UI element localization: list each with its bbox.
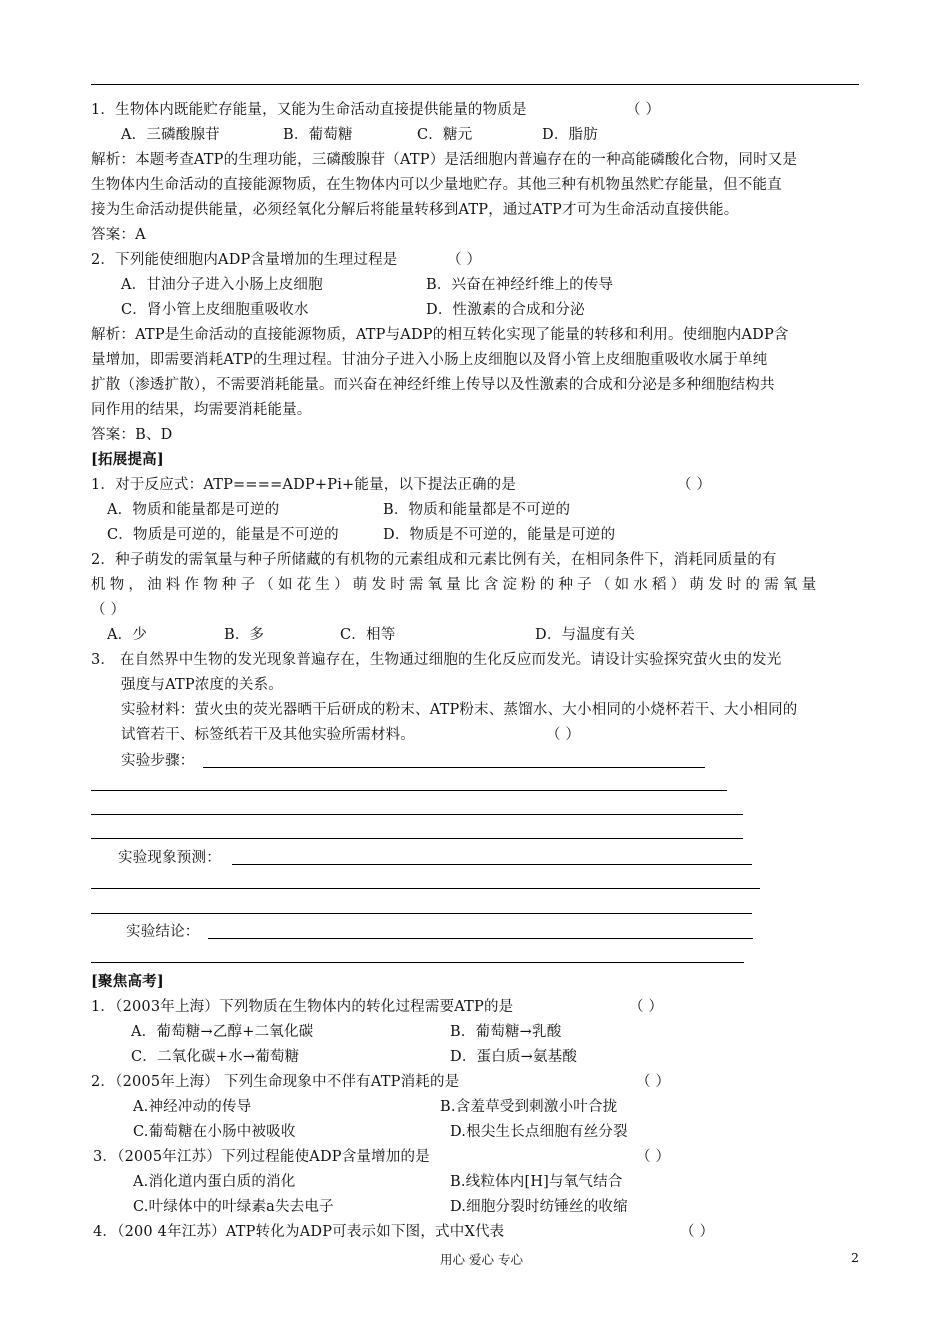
q1-option-c: C．糖元: [417, 127, 473, 143]
g3-option-b: B.线粒体内[H]与氧气结合: [450, 1174, 623, 1190]
q2-analysis-line: 同作用的结果，均需要消耗能量。: [91, 402, 312, 418]
g1-paren: （ ）: [629, 999, 664, 1015]
top-rule: [91, 84, 859, 85]
q2-option-a: A．甘油分子进入小肠上皮细胞: [121, 277, 323, 293]
g2-option-c: C.葡萄糖在小肠中被吸收: [133, 1124, 296, 1140]
q2-option-b: B．兴奋在神经纤维上的传导: [426, 277, 614, 293]
q2-paren: （ ）: [447, 252, 482, 268]
e2-option-a: A．少: [107, 627, 148, 643]
g1-option-c: C．二氧化碳+水→葡萄糖: [131, 1049, 300, 1065]
e3-line: 试管若干、标签纸若干及其他实验所需材料。: [121, 727, 415, 743]
e2-line: 2．种子萌发的需氧量与种子所储藏的有机物的元素组成和元素比例有关，在相同条件下，消耗同质量的有: [91, 552, 777, 568]
q2-analysis-line: 解析：ATP是生命活动的直接能源物质，ATP与ADP的相互转化实现了能量的转移和利用。使细胞内ADP含: [91, 327, 789, 343]
g1-option-a: A．葡萄糖→乙醇+二氧化碳: [131, 1024, 314, 1040]
steps-answer-line[interactable]: [91, 814, 743, 815]
e3-line: 强度与ATP浓度的关系。: [121, 677, 284, 693]
g4-stem: 4．（200 4年江苏）ATP转化为ADP可表示如下图，式中X代表: [93, 1224, 505, 1240]
e1-option-b: B．物质和能量都是不可逆的: [383, 502, 571, 518]
e1-paren: （ ）: [677, 477, 712, 493]
section-heading: [拓展提高]: [91, 451, 164, 468]
e2-line: （ ）: [91, 602, 126, 618]
q1-option-b: B．葡萄糖: [283, 127, 353, 143]
q1-option-a: A．三磷酸腺苷: [121, 127, 220, 143]
steps-answer-line[interactable]: [91, 790, 727, 791]
q2-analysis-line: 量增加，即需要消耗ATP的生理过程。甘油分子进入小肠上皮细胞以及肾小管上皮细胞重吸收水属于单纯: [91, 352, 768, 368]
q1-paren: （ ）: [626, 102, 661, 118]
e2-option-d: D．与温度有关: [535, 627, 636, 643]
q2-stem: 2．下列能使细胞内ADP含量增加的生理过程是: [91, 252, 398, 268]
g3-option-a: A.消化道内蛋白质的消化: [133, 1174, 296, 1190]
steps-answer-line[interactable]: [203, 767, 705, 768]
q2-option-c: C．肾小管上皮细胞重吸收水: [121, 302, 309, 318]
g4-paren: （ ）: [680, 1224, 715, 1240]
q2-analysis-line: 扩散（渗透扩散），不需要消耗能量。而兴奋在神经纤维上传导以及性激素的合成和分泌是多种细胞结构共: [91, 377, 775, 393]
e2-option-b: B．多: [224, 627, 265, 643]
page-number: 2: [851, 1250, 859, 1265]
q1-option-d: D．脂肪: [542, 127, 598, 143]
g2-option-b: B.含羞草受到刺激小叶合拢: [440, 1099, 618, 1115]
q1-stem: 1．生物体内既能贮存能量，又能为生命活动直接提供能量的物质是: [91, 102, 527, 118]
footer-slogan: 用心 爱心 专心: [440, 1252, 523, 1267]
g2-option-d: D.根尖生长点细胞有丝分裂: [450, 1124, 628, 1140]
q1-analysis-line: 解析：本题考查ATP的生理功能，三磷酸腺苷（ATP）是活细胞内普遍存在的一种高能磷酸化合物，同时又是: [91, 152, 798, 168]
q1-analysis-line: 生物体内生命活动的直接能源物质，在生物体内可以少量地贮存。其他三种有机物虽然贮存能量，但不能直: [91, 177, 782, 193]
e2-option-c: C．相等: [340, 627, 396, 643]
g1-stem: 1．（2003年上海）下列物质在生物体内的转化过程需要ATP的是: [91, 999, 514, 1015]
q1-analysis-line: 接为生命活动提供能量，必须经氧化分解后将能量转移到ATP，通过ATP才可为生命活动直接供能。: [91, 202, 739, 218]
steps-label: 实验步骤：: [121, 753, 195, 769]
predict-answer-line[interactable]: [91, 913, 752, 914]
e3-line: 3． 在自然界中生物的发光现象普遍存在，生物通过细胞的生化反应而发光。请设计实验探究萤火虫的发光: [91, 652, 782, 668]
g2-option-a: A.神经冲动的传导: [133, 1099, 252, 1115]
predict-answer-line[interactable]: [91, 888, 760, 889]
e1-option-a: A．物质和能量都是可逆的: [107, 502, 280, 518]
g3-option-d: D.细胞分裂时纺锤丝的收缩: [450, 1199, 628, 1215]
e1-option-d: D．物质是不可逆的，能量是可逆的: [383, 527, 616, 543]
steps-answer-line[interactable]: [91, 838, 743, 839]
q2-answer: 答案：B、D: [91, 427, 173, 443]
g1-option-d: D．蛋白质→氨基酸: [450, 1049, 578, 1065]
g2-paren: （ ）: [636, 1074, 671, 1090]
predict-label: 实验现象预测：: [118, 850, 221, 866]
q1-answer: 答案：A: [91, 227, 146, 243]
e3-line: 实验材料：萤火虫的荧光器晒干后研成的粉末、ATP粉末、蒸馏水、大小相同的小烧杯若干、大小相同的: [121, 702, 798, 718]
q2-option-d: D．性激素的合成和分泌: [426, 302, 585, 318]
e1-option-c: C．物质是可逆的，能量是不可逆的: [107, 527, 339, 543]
g3-option-c: C.叶绿体中的叶绿素a失去电子: [133, 1199, 334, 1215]
conclusion-answer-line[interactable]: [208, 938, 753, 939]
g3-paren: （ ）: [636, 1149, 671, 1165]
conclusion-label: 实验结论：: [126, 924, 200, 940]
g1-option-b: B．葡萄糖→乳酸: [450, 1024, 562, 1040]
e2-line: 机物，油料作物种子（如花生）萌发时需氧量比含淀粉的种子（如水稻）萌发时的需氧量: [91, 577, 821, 593]
g2-stem: 2．（2005年上海） 下列生命现象中不伴有ATP消耗的是: [91, 1074, 460, 1090]
g3-stem: 3．（2005年江苏）下列过程能使ADP含量增加的是: [93, 1149, 430, 1165]
e1-stem: 1．对于反应式：ATP====ADP+Pi+能量，以下提法正确的是: [91, 477, 517, 493]
predict-answer-line[interactable]: [232, 864, 752, 865]
conclusion-answer-line[interactable]: [91, 962, 744, 963]
section-heading: [聚焦高考]: [91, 973, 164, 990]
e3-paren: （ ）: [546, 727, 581, 743]
